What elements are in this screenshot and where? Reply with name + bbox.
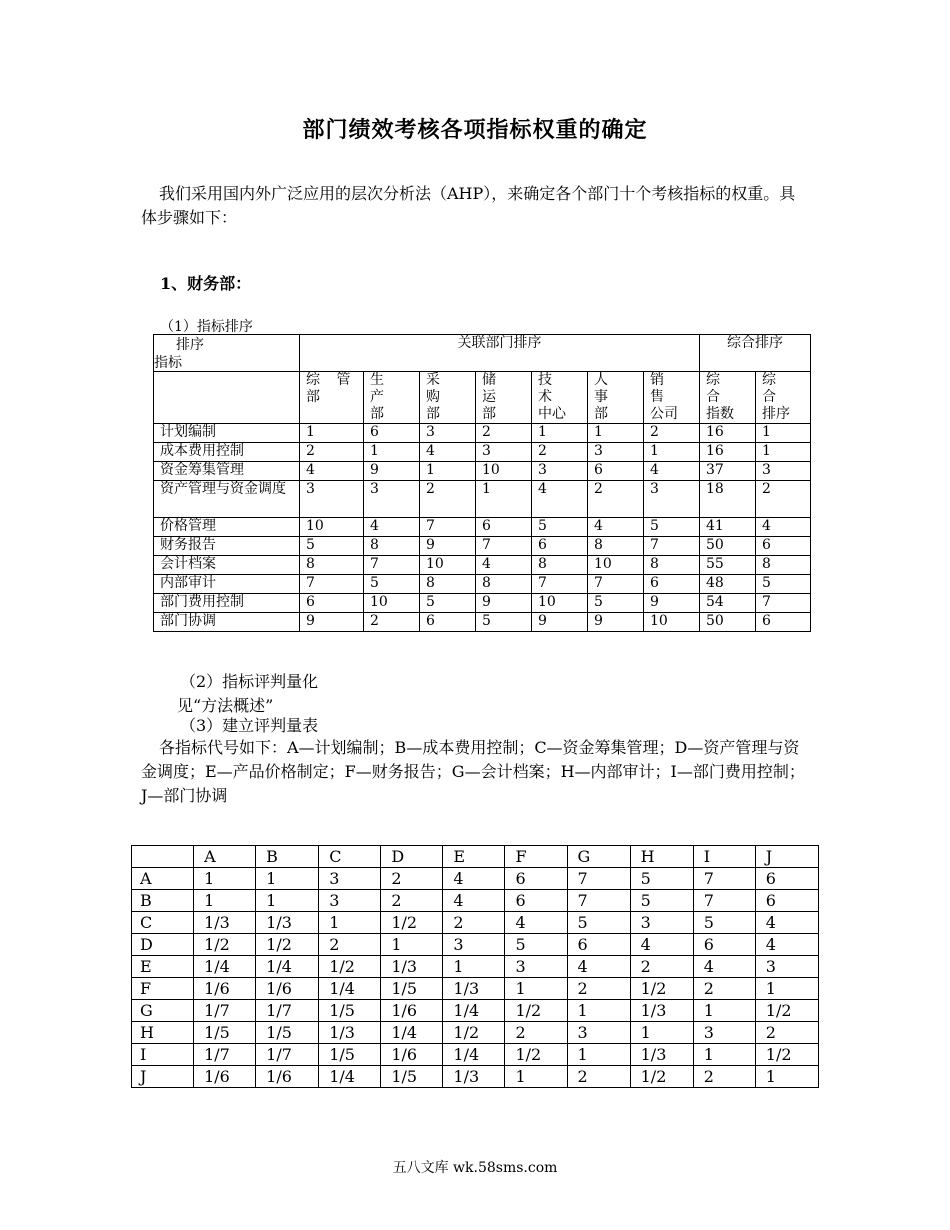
ranking-table-column-header bbox=[154, 372, 811, 424]
matrix-cell: 1 bbox=[443, 956, 505, 978]
table-row bbox=[154, 575, 811, 594]
matrix-cell: 4 bbox=[505, 912, 567, 934]
table-row bbox=[154, 518, 811, 537]
matrix-cell: 2 bbox=[443, 912, 505, 934]
matrix-row-label: B bbox=[132, 890, 194, 912]
column-header-line2: 部 bbox=[482, 406, 496, 422]
matrix-cell: 5 bbox=[567, 912, 630, 934]
table-cell: 50 bbox=[700, 613, 756, 632]
column-header-line2: 部 bbox=[370, 406, 384, 422]
matrix-row-label: H bbox=[132, 1022, 194, 1044]
matrix-cell: 1/2 bbox=[505, 1044, 567, 1066]
table-cell: 9 bbox=[420, 537, 476, 556]
matrix-cell: 2 bbox=[755, 1022, 818, 1044]
matrix-cell: 1/2 bbox=[630, 978, 693, 1000]
table-cell: 54 bbox=[700, 594, 756, 613]
table-row bbox=[154, 481, 811, 518]
matrix-cell: 1/4 bbox=[194, 956, 256, 978]
table-cell: 5 bbox=[420, 594, 476, 613]
matrix-cell: 1/2 bbox=[194, 934, 256, 956]
matrix-cell: 1/2 bbox=[505, 1000, 567, 1022]
matrix-cell: 1/6 bbox=[194, 978, 256, 1000]
matrix-cell: 1 bbox=[194, 890, 256, 912]
table-cell: 7 bbox=[420, 518, 476, 537]
table-cell: 41 bbox=[700, 518, 756, 537]
table-cell: 2 bbox=[756, 481, 811, 518]
table-row bbox=[154, 594, 811, 613]
ranking-table-body bbox=[154, 424, 811, 632]
ranking-table-group-header bbox=[154, 335, 811, 372]
column-header-line1: 生 产 bbox=[370, 372, 390, 405]
table-cell: 3 bbox=[300, 481, 364, 518]
matrix-cell: 1 bbox=[256, 890, 319, 912]
table-cell: 1 bbox=[300, 424, 364, 443]
matrix-cell: 4 bbox=[443, 868, 505, 890]
matrix-cell: 7 bbox=[693, 890, 755, 912]
matrix-cell: 1 bbox=[505, 1066, 567, 1088]
table-cell: 6 bbox=[532, 537, 588, 556]
matrix-cell: 6 bbox=[755, 868, 818, 890]
table-cell: 1 bbox=[644, 443, 700, 462]
table-cell: 3 bbox=[756, 462, 811, 481]
matrix-column-header: B bbox=[256, 846, 319, 868]
matrix-cell: 5 bbox=[693, 912, 755, 934]
matrix-row bbox=[132, 1066, 819, 1088]
column-header-1 bbox=[300, 372, 364, 424]
matrix-cell: 1/2 bbox=[443, 1022, 505, 1044]
table-cell: 5 bbox=[300, 537, 364, 556]
table-cell: 5 bbox=[588, 594, 644, 613]
matrix-cell: 2 bbox=[693, 1066, 755, 1088]
matrix-cell: 3 bbox=[319, 890, 381, 912]
matrix-cell: 1/2 bbox=[755, 1000, 818, 1022]
table-cell: 1 bbox=[756, 424, 811, 443]
table-cell: 5 bbox=[644, 518, 700, 537]
matrix-cell: 1/3 bbox=[256, 912, 319, 934]
table-cell: 9 bbox=[364, 462, 420, 481]
matrix-cell: 1 bbox=[319, 912, 381, 934]
step2-note: 见“方法概述” bbox=[177, 696, 274, 715]
matrix-cell: 2 bbox=[381, 868, 443, 890]
matrix-cell: 4 bbox=[693, 956, 755, 978]
matrix-cell: 1 bbox=[567, 1044, 630, 1066]
matrix-cell: 1/3 bbox=[443, 1066, 505, 1088]
matrix-row bbox=[132, 868, 819, 890]
column-header-5 bbox=[532, 372, 588, 424]
table-cell: 4 bbox=[300, 462, 364, 481]
matrix-cell: 1/3 bbox=[443, 978, 505, 1000]
table-cell: 9 bbox=[300, 613, 364, 632]
column-header-line2: 排序 bbox=[762, 406, 791, 422]
table-row bbox=[154, 424, 811, 443]
column-header-2 bbox=[364, 372, 420, 424]
row-label: 财务报告 bbox=[154, 537, 300, 556]
row-label: 会计档案 bbox=[154, 556, 300, 575]
intro-paragraph: 我们采用国内外广泛应用的层次分析法（AHP），来确定各个部门十个考核指标的权重。具体步骤如下： bbox=[141, 184, 796, 227]
table-cell: 4 bbox=[364, 518, 420, 537]
matrix-cell: 2 bbox=[381, 890, 443, 912]
table-cell: 9 bbox=[476, 594, 532, 613]
matrix-cell: 1/3 bbox=[319, 1022, 381, 1044]
matrix-row-label: J bbox=[132, 1066, 194, 1088]
table-cell: 6 bbox=[364, 424, 420, 443]
matrix-cell: 1/7 bbox=[194, 1044, 256, 1066]
matrix-row-label: E bbox=[132, 956, 194, 978]
matrix-cell: 6 bbox=[505, 890, 567, 912]
table-row bbox=[154, 556, 811, 575]
table-cell: 7 bbox=[756, 594, 811, 613]
table-cell: 6 bbox=[300, 594, 364, 613]
matrix-cell: 3 bbox=[443, 934, 505, 956]
matrix-column-header: D bbox=[381, 846, 443, 868]
matrix-cell: 1/6 bbox=[194, 1066, 256, 1088]
step2-label: （2）指标评判量化 bbox=[180, 672, 319, 691]
table-cell: 4 bbox=[756, 518, 811, 537]
table-cell: 5 bbox=[364, 575, 420, 594]
table-cell: 4 bbox=[532, 481, 588, 518]
table-cell: 6 bbox=[756, 613, 811, 632]
table-cell: 8 bbox=[300, 556, 364, 575]
matrix-cell: 1/3 bbox=[630, 1000, 693, 1022]
row-label: 资产管理与资金调度 bbox=[154, 481, 300, 518]
table-cell: 2 bbox=[476, 424, 532, 443]
matrix-cell: 1/7 bbox=[194, 1000, 256, 1022]
matrix-row-label: A bbox=[132, 868, 194, 890]
matrix-cell: 3 bbox=[755, 956, 818, 978]
column-header-4 bbox=[476, 372, 532, 424]
matrix-cell: 3 bbox=[693, 1022, 755, 1044]
matrix-cell: 3 bbox=[567, 1022, 630, 1044]
matrix-cell: 1/4 bbox=[256, 956, 319, 978]
table-cell: 3 bbox=[364, 481, 420, 518]
table-cell: 10 bbox=[476, 462, 532, 481]
table-cell: 9 bbox=[588, 613, 644, 632]
matrix-row-label: C bbox=[132, 912, 194, 934]
table-cell: 10 bbox=[532, 594, 588, 613]
matrix-row-label: I bbox=[132, 1044, 194, 1066]
matrix-cell: 1/2 bbox=[630, 1066, 693, 1088]
column-header-line1: 采 购 bbox=[426, 372, 446, 405]
matrix-cell: 2 bbox=[630, 956, 693, 978]
matrix-cell: 1/4 bbox=[443, 1044, 505, 1066]
matrix-cell: 1 bbox=[381, 934, 443, 956]
matrix-cell: 1/4 bbox=[319, 978, 381, 1000]
matrix-cell: 1/6 bbox=[256, 1066, 319, 1088]
matrix-row bbox=[132, 890, 819, 912]
matrix-cell: 1/7 bbox=[256, 1044, 319, 1066]
matrix-column-header: E bbox=[443, 846, 505, 868]
matrix-cell: 6 bbox=[755, 890, 818, 912]
section-heading-finance: 1、财务部： bbox=[160, 274, 252, 293]
matrix-cell: 1/3 bbox=[194, 912, 256, 934]
column-header-line1: 综 合 bbox=[706, 372, 727, 405]
matrix-cell: 1/2 bbox=[755, 1044, 818, 1066]
table-cell: 5 bbox=[532, 518, 588, 537]
table-cell: 1 bbox=[588, 424, 644, 443]
table-cell: 8 bbox=[420, 575, 476, 594]
row-label: 部门费用控制 bbox=[154, 594, 300, 613]
matrix-cell: 1/5 bbox=[194, 1022, 256, 1044]
row-label: 计划编制 bbox=[154, 424, 300, 443]
table-cell: 7 bbox=[588, 575, 644, 594]
table-cell: 7 bbox=[300, 575, 364, 594]
matrix-cell: 6 bbox=[693, 934, 755, 956]
row-label: 内部审计 bbox=[154, 575, 300, 594]
matrix-corner-cell bbox=[132, 846, 194, 868]
table-cell: 8 bbox=[644, 556, 700, 575]
matrix-cell: 1/4 bbox=[443, 1000, 505, 1022]
matrix-cell: 5 bbox=[630, 890, 693, 912]
matrix-row bbox=[132, 912, 819, 934]
table-cell: 4 bbox=[476, 556, 532, 575]
matrix-cell: 1/2 bbox=[381, 912, 443, 934]
table-cell: 18 bbox=[700, 481, 756, 518]
matrix-cell: 4 bbox=[630, 934, 693, 956]
table-cell: 1 bbox=[756, 443, 811, 462]
matrix-cell: 2 bbox=[505, 1022, 567, 1044]
column-header-8 bbox=[700, 372, 756, 424]
table-cell: 6 bbox=[756, 537, 811, 556]
blank-header-cell bbox=[154, 372, 300, 424]
column-header-9 bbox=[756, 372, 811, 424]
step3-label: （3）建立评判量表 bbox=[180, 716, 319, 735]
judgement-matrix-body bbox=[132, 846, 819, 1088]
matrix-cell: 2 bbox=[567, 978, 630, 1000]
table-cell: 2 bbox=[644, 424, 700, 443]
ranking-table bbox=[153, 334, 811, 632]
table-cell: 2 bbox=[300, 443, 364, 462]
matrix-cell: 1 bbox=[194, 868, 256, 890]
matrix-cell: 1/6 bbox=[381, 1044, 443, 1066]
matrix-row bbox=[132, 978, 819, 1000]
matrix-cell: 1 bbox=[505, 978, 567, 1000]
matrix-cell: 5 bbox=[505, 934, 567, 956]
table-cell: 37 bbox=[700, 462, 756, 481]
matrix-row bbox=[132, 1022, 819, 1044]
group-related-header: 关联部门排序 bbox=[300, 335, 700, 372]
column-header-line1: 综 管 bbox=[306, 372, 357, 388]
matrix-header-row bbox=[132, 846, 819, 868]
column-header-line2: 部 bbox=[426, 406, 440, 422]
column-header-line2: 中心 bbox=[538, 406, 566, 422]
matrix-cell: 1/2 bbox=[319, 956, 381, 978]
matrix-cell: 1/5 bbox=[319, 1044, 381, 1066]
table-cell: 8 bbox=[476, 575, 532, 594]
matrix-cell: 7 bbox=[567, 868, 630, 890]
matrix-column-header: H bbox=[630, 846, 693, 868]
row-label: 资金筹集管理 bbox=[154, 462, 300, 481]
table-cell: 10 bbox=[644, 613, 700, 632]
table-cell: 16 bbox=[700, 424, 756, 443]
table-cell: 4 bbox=[644, 462, 700, 481]
table-cell: 3 bbox=[532, 462, 588, 481]
matrix-cell: 1/7 bbox=[256, 1000, 319, 1022]
matrix-column-header: J bbox=[755, 846, 818, 868]
judgement-matrix-table bbox=[131, 845, 819, 1088]
table-cell: 8 bbox=[532, 556, 588, 575]
matrix-cell: 1/5 bbox=[381, 978, 443, 1000]
matrix-cell: 2 bbox=[693, 978, 755, 1000]
page-title: 部门绩效考核各项指标权重的确定 bbox=[302, 117, 648, 143]
table-cell: 9 bbox=[644, 594, 700, 613]
matrix-column-header: A bbox=[194, 846, 256, 868]
matrix-cell: 1/3 bbox=[381, 956, 443, 978]
matrix-cell: 1 bbox=[256, 868, 319, 890]
corner-cell bbox=[154, 335, 300, 372]
step1-label: （1）指标排序 bbox=[160, 319, 253, 335]
column-header-line1: 储 运 bbox=[482, 372, 502, 405]
table-cell: 1 bbox=[476, 481, 532, 518]
table-cell: 1 bbox=[532, 424, 588, 443]
matrix-cell: 1 bbox=[693, 1044, 755, 1066]
table-cell: 3 bbox=[588, 443, 644, 462]
matrix-cell: 1 bbox=[630, 1022, 693, 1044]
table-cell: 55 bbox=[700, 556, 756, 575]
column-header-line2: 公司 bbox=[650, 406, 678, 422]
matrix-cell: 5 bbox=[630, 868, 693, 890]
table-cell: 1 bbox=[420, 462, 476, 481]
row-label: 价格管理 bbox=[154, 518, 300, 537]
row-label: 部门协调 bbox=[154, 613, 300, 632]
table-cell: 10 bbox=[420, 556, 476, 575]
matrix-cell: 1/4 bbox=[319, 1066, 381, 1088]
table-cell: 48 bbox=[700, 575, 756, 594]
matrix-cell: 7 bbox=[693, 868, 755, 890]
table-cell: 9 bbox=[532, 613, 588, 632]
group-overall-header: 综合排序 bbox=[700, 335, 811, 372]
matrix-row-label: F bbox=[132, 978, 194, 1000]
column-header-line1: 技 术 bbox=[538, 372, 558, 405]
table-cell: 8 bbox=[588, 537, 644, 556]
column-header-line1: 综 合 bbox=[762, 372, 783, 405]
table-cell: 5 bbox=[476, 613, 532, 632]
table-cell: 10 bbox=[300, 518, 364, 537]
matrix-row bbox=[132, 934, 819, 956]
matrix-cell: 1/4 bbox=[381, 1022, 443, 1044]
matrix-row bbox=[132, 956, 819, 978]
table-cell: 3 bbox=[476, 443, 532, 462]
table-cell: 10 bbox=[364, 594, 420, 613]
matrix-column-header: G bbox=[567, 846, 630, 868]
table-cell: 8 bbox=[364, 537, 420, 556]
column-header-7 bbox=[644, 372, 700, 424]
column-header-3 bbox=[420, 372, 476, 424]
table-row bbox=[154, 462, 811, 481]
matrix-cell: 6 bbox=[505, 868, 567, 890]
matrix-cell: 1 bbox=[567, 1000, 630, 1022]
matrix-column-header: C bbox=[319, 846, 381, 868]
matrix-cell: 4 bbox=[755, 912, 818, 934]
matrix-cell: 1 bbox=[755, 978, 818, 1000]
matrix-cell: 1/6 bbox=[256, 978, 319, 1000]
matrix-row bbox=[132, 1044, 819, 1066]
table-cell: 2 bbox=[588, 481, 644, 518]
table-cell: 2 bbox=[364, 613, 420, 632]
table-cell: 6 bbox=[644, 575, 700, 594]
column-header-line2: 部 bbox=[306, 389, 320, 405]
matrix-cell: 3 bbox=[319, 868, 381, 890]
matrix-cell: 4 bbox=[567, 956, 630, 978]
table-cell: 6 bbox=[420, 613, 476, 632]
matrix-cell: 7 bbox=[567, 890, 630, 912]
matrix-cell: 3 bbox=[505, 956, 567, 978]
codes-paragraph: 各指标代号如下：A—计划编制；B—成本费用控制；C—资金筹集管理；D—资产管理与资金调度；E—产品价格制定；F—财务报告；G—会计档案；H—内部审计；I—部门费用控制；J—部门协调 bbox=[141, 738, 805, 805]
table-cell: 4 bbox=[420, 443, 476, 462]
table-cell: 7 bbox=[364, 556, 420, 575]
column-header-line1: 销 售 bbox=[650, 372, 670, 405]
matrix-cell: 6 bbox=[567, 934, 630, 956]
table-cell: 4 bbox=[588, 518, 644, 537]
matrix-cell: 1/6 bbox=[381, 1000, 443, 1022]
row-label: 成本费用控制 bbox=[154, 443, 300, 462]
table-cell: 6 bbox=[476, 518, 532, 537]
column-header-6 bbox=[588, 372, 644, 424]
matrix-row-label: G bbox=[132, 1000, 194, 1022]
corner-bottom-label: 指标 bbox=[154, 355, 182, 371]
table-row bbox=[154, 537, 811, 556]
table-cell: 5 bbox=[756, 575, 811, 594]
table-cell: 7 bbox=[644, 537, 700, 556]
matrix-cell: 1 bbox=[693, 1000, 755, 1022]
table-cell: 16 bbox=[700, 443, 756, 462]
matrix-cell: 2 bbox=[319, 934, 381, 956]
matrix-column-header: F bbox=[505, 846, 567, 868]
matrix-cell: 1/2 bbox=[256, 934, 319, 956]
footer-watermark: 五八文库 wk.58sms.com bbox=[392, 1160, 558, 1176]
matrix-row-label: D bbox=[132, 934, 194, 956]
table-cell: 7 bbox=[532, 575, 588, 594]
corner-top-label: 排序 bbox=[176, 337, 204, 353]
table-row bbox=[154, 613, 811, 632]
matrix-cell: 4 bbox=[755, 934, 818, 956]
table-cell: 1 bbox=[364, 443, 420, 462]
matrix-cell: 1/5 bbox=[319, 1000, 381, 1022]
table-cell: 7 bbox=[476, 537, 532, 556]
table-cell: 6 bbox=[588, 462, 644, 481]
table-cell: 50 bbox=[700, 537, 756, 556]
column-header-line2: 指数 bbox=[706, 406, 735, 422]
table-cell: 3 bbox=[644, 481, 700, 518]
column-header-line1: 人 事 bbox=[594, 372, 614, 405]
matrix-cell: 4 bbox=[443, 890, 505, 912]
table-row bbox=[154, 443, 811, 462]
matrix-cell: 1 bbox=[755, 1066, 818, 1088]
table-cell: 2 bbox=[420, 481, 476, 518]
matrix-cell: 1/3 bbox=[630, 1044, 693, 1066]
matrix-cell: 1/5 bbox=[256, 1022, 319, 1044]
matrix-cell: 1/5 bbox=[381, 1066, 443, 1088]
table-cell: 3 bbox=[420, 424, 476, 443]
matrix-cell: 3 bbox=[630, 912, 693, 934]
table-cell: 10 bbox=[588, 556, 644, 575]
matrix-row bbox=[132, 1000, 819, 1022]
matrix-cell: 2 bbox=[567, 1066, 630, 1088]
table-cell: 8 bbox=[756, 556, 811, 575]
table-cell: 2 bbox=[532, 443, 588, 462]
matrix-column-header: I bbox=[693, 846, 755, 868]
column-header-line2: 部 bbox=[594, 406, 608, 422]
